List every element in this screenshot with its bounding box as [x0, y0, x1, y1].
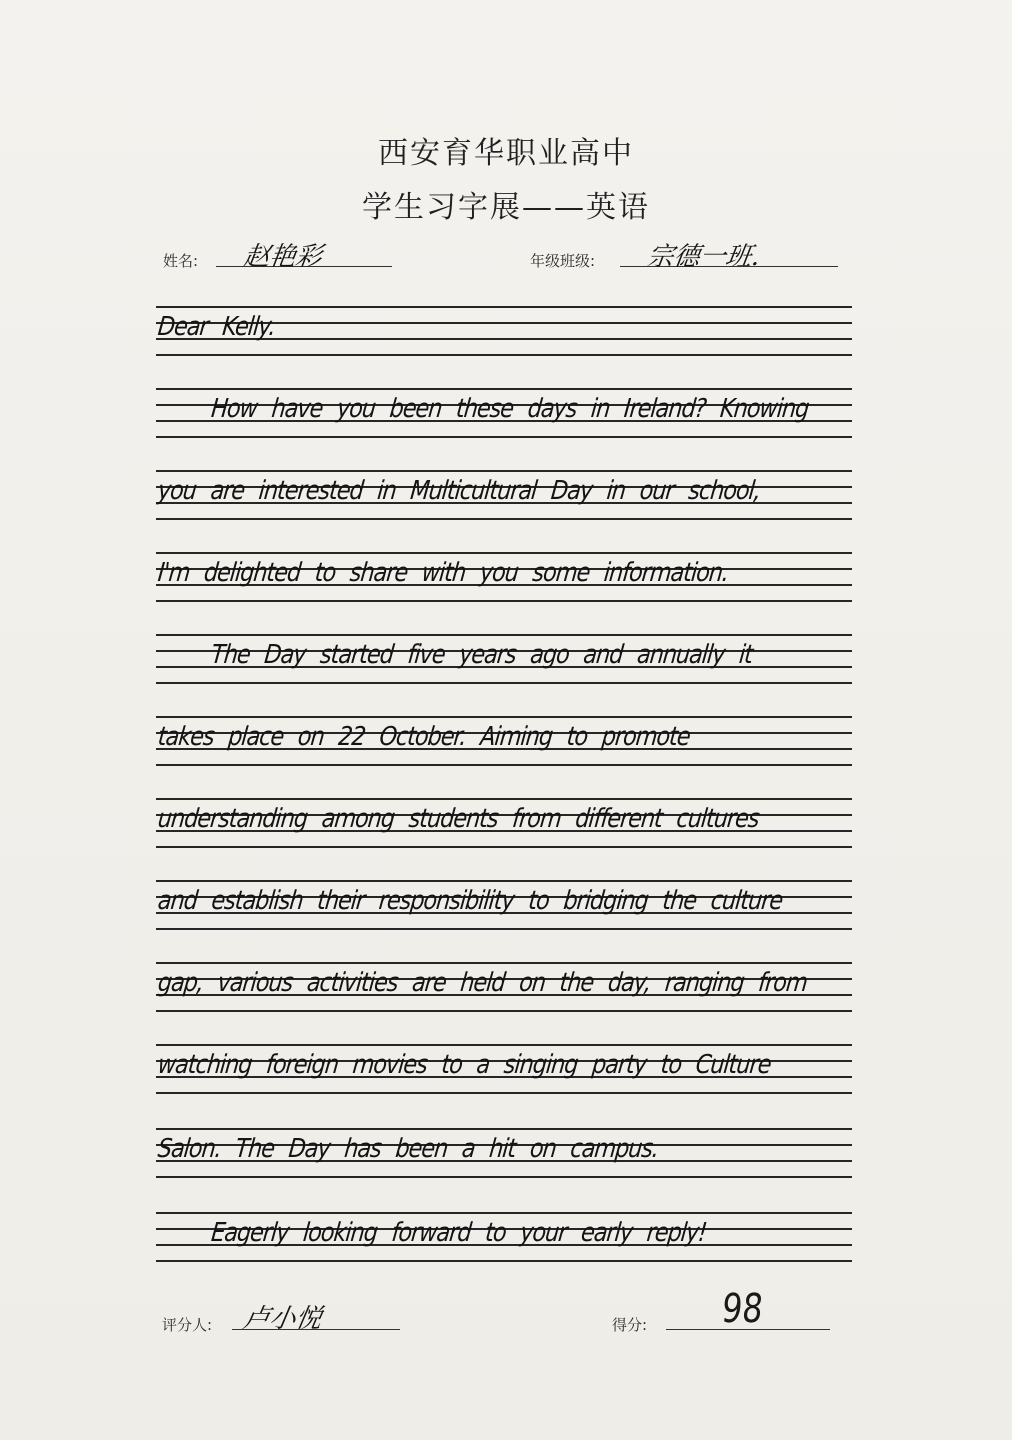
writing-row [156, 798, 852, 848]
handwritten-line: The Day started five years ago and annually it [209, 640, 754, 670]
class-value: 宗德一班. [645, 242, 763, 272]
handwritten-line: gap, various activities are held on the day, ranging from [156, 968, 809, 998]
writing-row [156, 716, 852, 766]
handwritten-line: and establish their responsibility to bridging the culture [156, 886, 784, 916]
handwritten-line: Salon. The Day has been a hit on campus. [156, 1134, 660, 1164]
writing-row [156, 634, 852, 684]
writing-row [156, 1044, 852, 1094]
name-label: 姓名: [163, 252, 199, 270]
grader-signature: 卢小悦 [240, 1304, 325, 1334]
writing-row [156, 1212, 852, 1262]
handwritten-line: takes place on 22 October. Aiming to promote [156, 722, 692, 752]
score-label: 得分: [612, 1316, 648, 1334]
writing-row [156, 470, 852, 520]
handwritten-line: watching foreign movies to a singing party to Culture [156, 1050, 773, 1080]
handwritten-line: Eagerly looking forward to your early reply! [209, 1218, 708, 1248]
writing-row [156, 552, 852, 602]
writing-row [156, 880, 852, 930]
score-value: 98 [719, 1286, 766, 1332]
writing-row [156, 388, 852, 438]
writing-row [156, 962, 852, 1012]
writing-row [156, 306, 852, 356]
handwritten-line: How have you been these days in Ireland? Knowing [209, 394, 810, 424]
writing-row [156, 1128, 852, 1178]
school-title: 西安育华职业高中 [378, 136, 634, 171]
handwritten-line: Dear Kelly. [156, 312, 277, 342]
name-value: 赵艳彩 [241, 242, 324, 272]
grader-label: 评分人: [162, 1316, 213, 1334]
class-label: 年级班级: [530, 252, 596, 270]
handwritten-line: I'm delighted to share with you some information. [156, 558, 730, 588]
handwritten-line: you are interested in Multicultural Day in our school, [156, 476, 762, 506]
exhibition-title: 学生习字展——英语 [362, 190, 650, 225]
handwritten-line: understanding among students from different cultures [156, 804, 761, 834]
